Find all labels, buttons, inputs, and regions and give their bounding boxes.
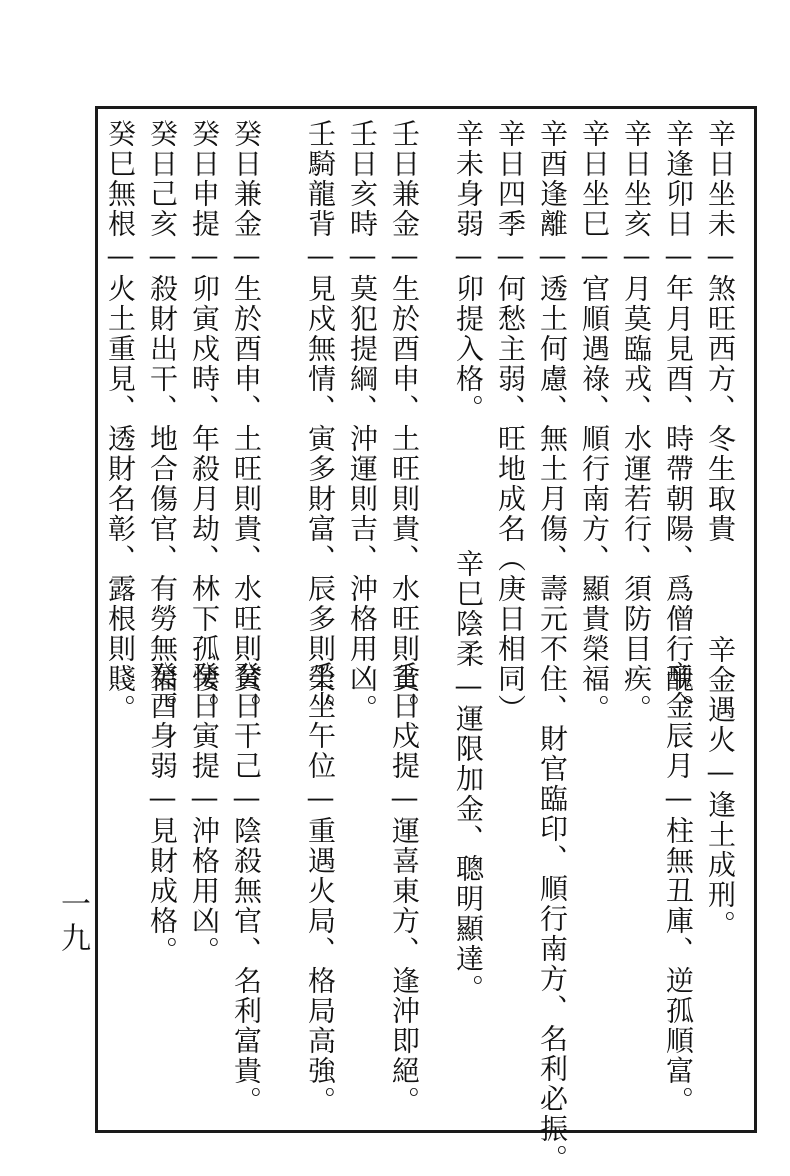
page-number: 一九 [55, 888, 90, 956]
text-column: 辛日坐未—煞旺西方、冬生取貴 [704, 119, 737, 544]
text-column: 辛日四季—何愁主弱、旺地成名（庚日相同） [494, 119, 527, 724]
lower-text-column: 癸日干己—陰殺無官、名利富貴。 [230, 661, 263, 1116]
text-column: 癸巳無根—火土重見、透財名彰、露根則賤。 [104, 119, 137, 724]
text-column: 癸日申提—卯寅戍時、年殺月劫、林下孤悽。 [188, 119, 221, 724]
lower-text-column: 壬坐午位—重遇火局、格局高強。 [304, 661, 337, 1116]
text-column: 壬騎龍背—見戍無情、寅多財富、辰多則榮。 [304, 119, 337, 724]
text-frame [95, 106, 757, 1174]
text-column: 辛日坐巳—官順遇祿、順行南方、顯貴榮福。 [578, 119, 611, 724]
text-column: 辛日坐亥—月莫臨戎、水運若行、須防目疾。 [620, 119, 653, 724]
text-column: 辛酉逢離—透土何慮、無土月傷、壽元不住、財官臨印、順行南方、名利必振。 [536, 119, 569, 1174]
lower-text-column: 辛金遇火—逢土成刑。 [704, 635, 737, 940]
text-column: 壬日兼金—生於酉申、土旺則貴、水旺則貧。 [388, 119, 421, 724]
lower-text-column: 壬日戍提—運喜東方、逢沖即絕。 [388, 661, 421, 1116]
lower-text-column: 辛金辰月—柱無丑庫、逆孤順富。 [662, 661, 695, 1116]
text-column: 癸日己亥—殺財出干、地合傷官、有勞無福。 [146, 119, 179, 724]
text-column: 辛逢卯日—年月見酉、時帶朝陽、爲僧行醜。 [662, 119, 695, 724]
lower-text-column: 辛巳陰柔—運限加金、聰明顯達。 [452, 549, 485, 1004]
text-column: 壬日亥時—莫犯提綱、沖運則吉、沖格用凶。 [346, 119, 379, 724]
lower-text-column: 癸日寅提—沖格用凶。 [188, 661, 221, 966]
text-column: 癸日兼金—生於酉申、土旺則貴、水旺則貧。 [230, 119, 263, 724]
lower-text-column: 癸酉身弱—見財成格。 [146, 661, 179, 966]
text-column: 辛未身弱—卯提入格。 [452, 119, 485, 424]
